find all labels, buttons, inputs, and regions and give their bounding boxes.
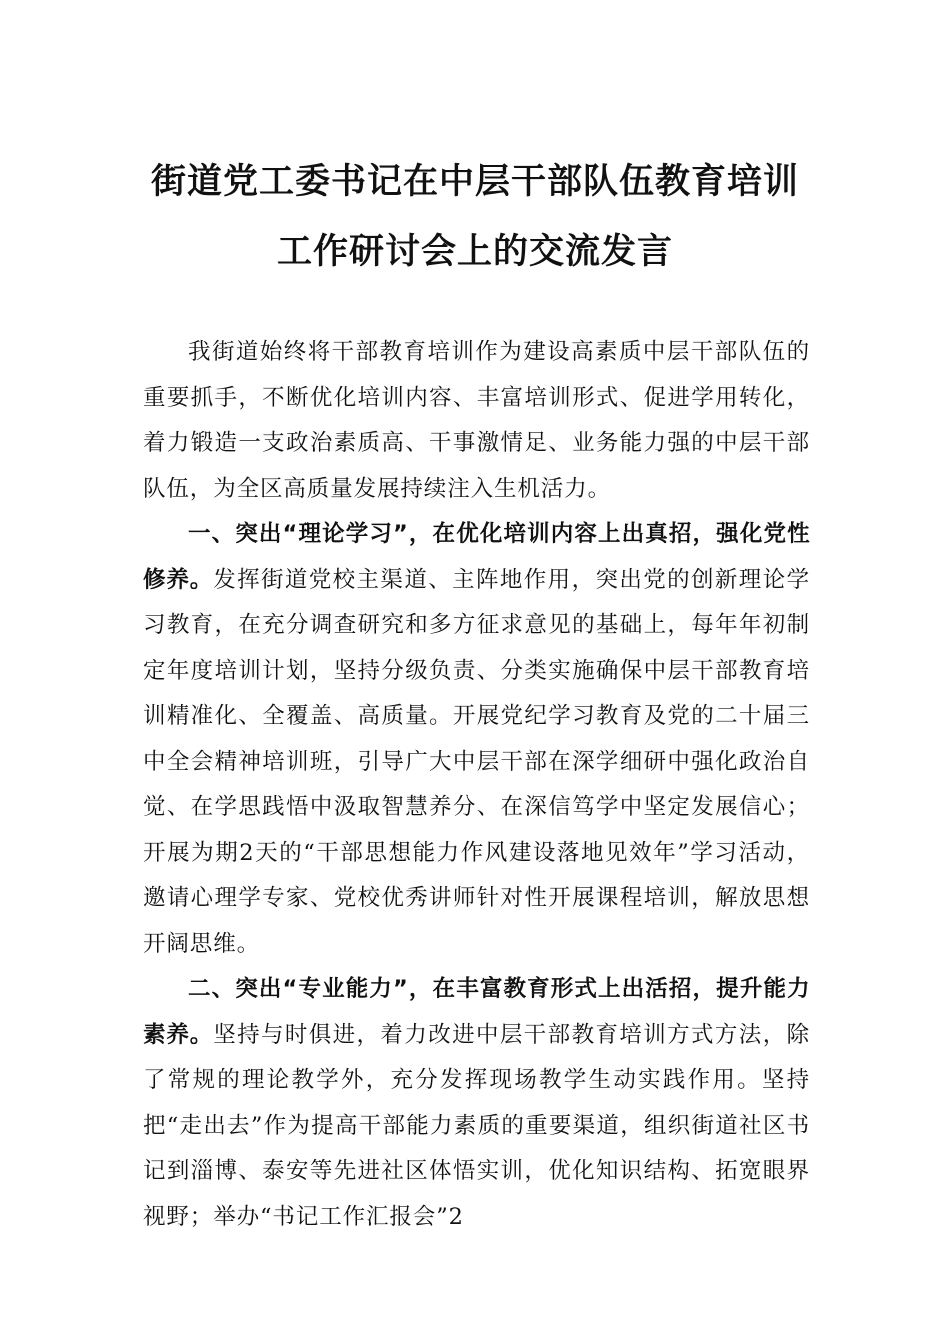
paragraph-section-2 [143,967,810,1240]
section-2-text: 坚持与时俱进，着力改进中层干部教育培训方式方法，除了常规的理论教学外，充分发挥现场教学生动实践作用。坚持把“走出去”作为提高干部能力素质的重要渠道，组织街道社区书记到淄博、泰安等先进社区体悟实训，优化知识结构、拓宽眼界视野；举办“书记工作汇报会”2 [143,1021,810,1230]
section-2-heading: 二、突出“专业能力”，在丰富教育形式上出活招，提升能力素养。 [143,976,810,1048]
document-title-line-1: 街道党工委书记在中层干部队伍教育培训 [150,162,799,202]
paragraph-text: 我街道始终将干部教育培训作为建设高素质中层干部队伍的重要抓手，不断优化培训内容、丰富培训形式、促进学用转化，着力锻造一支政治素质高、干事激情足、业务能力强的中层干部队伍，为全区高质量发展持续注入生机活力。 [143,339,810,502]
document-body [143,330,810,1240]
paragraph-intro [143,330,810,512]
section-1-text: 发挥街道党校主渠道、主阵地作用，突出党的创新理论学习教育，在充分调查研究和多方征求意见的基础上，每年年初制定年度培训计划，坚持分级负责、分类实施确保中层干部教育培训精准化、全覆盖、高质量。开展党纪学习教育及党的二十届三中全会精神培训班，引导广大中层干部在深学细研中强化政治自觉、在学思践悟中汲取智慧养分、在深信笃学中坚定发展信心；开展为期2天的“干部思想能力作风建设落地见效年”学习活动，邀请心理学专家、党校优秀讲师针对性开展课程培训，解放思想开阔思维。 [143,566,810,957]
document-title-line-2: 工作研讨会上的交流发言 [276,232,673,272]
section-1-heading: 一、突出“理论学习”，在优化培训内容上出真招，强化党性修养。 [143,521,810,593]
paragraph-section-1 [143,512,810,967]
